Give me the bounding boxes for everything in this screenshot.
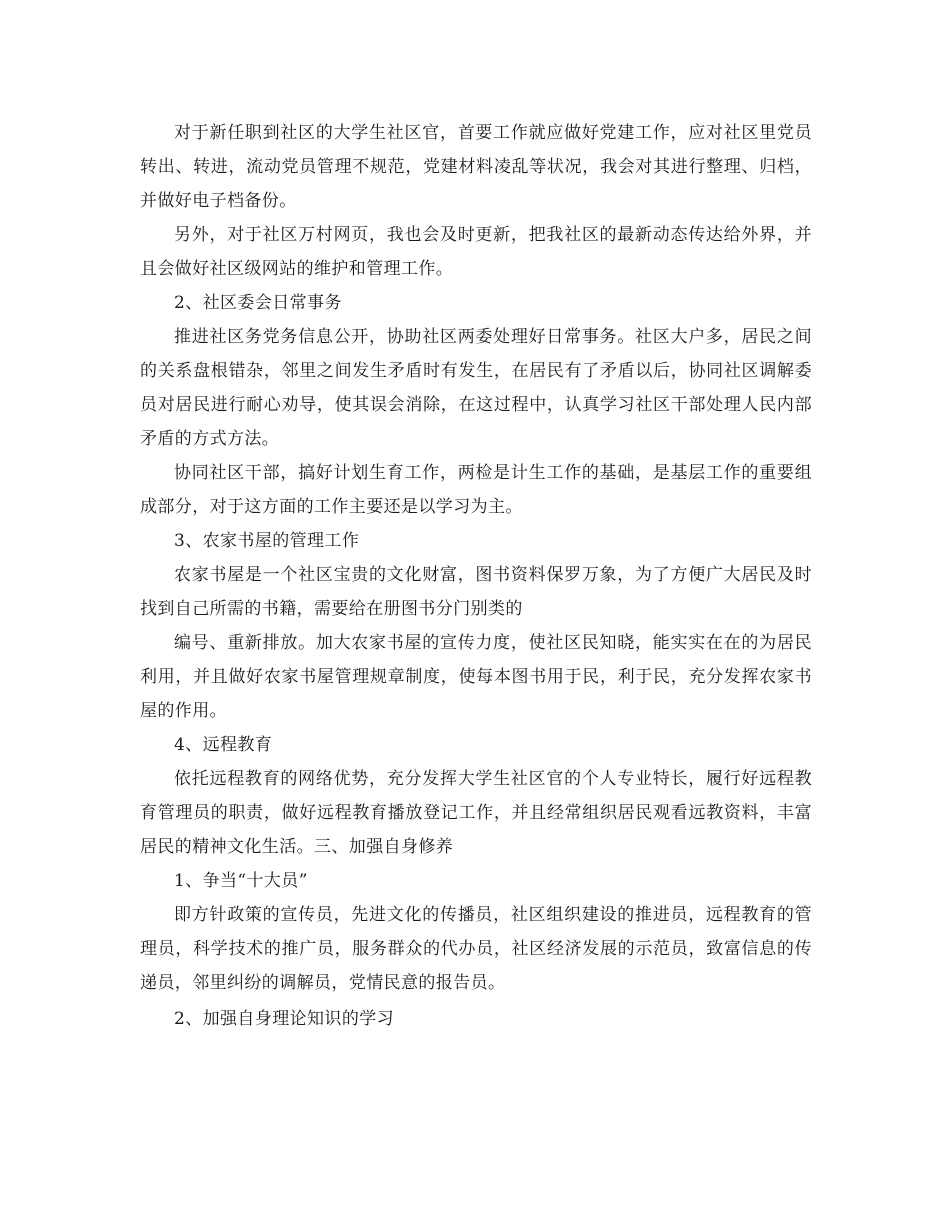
paragraph-party-building: 对于新任职到社区的大学生社区官，首要工作就应做好党建工作，应对社区里党员转出、转进，流动党员管理不规范，党建材料凌乱等状况，我会对其进行整理、归档，并做好电子档备份。 <box>140 123 812 211</box>
paragraph-library-management: 编号、重新排放。加大农家书屋的宣传力度，使社区民知晓，能实实在在的为居民利用，并且做好农家书屋管理规章制度，使每本图书用于民，利于民，充分发挥农家书屋的作用。 <box>140 633 812 721</box>
section-heading-theory-study: 2、加强自身理论知识的学习 <box>174 1009 395 1029</box>
paragraph-family-planning: 协同社区干部，搞好计划生育工作，两检是计生工作的基础，是基层工作的重要组成部分，对于这方面的工作主要还是以学习为主。 <box>140 463 812 517</box>
paragraph-website: 另外，对于社区万村网页，我也会及时更新，把我社区的最新动态传达给外界，并且会做好社区级网站的维护和管理工作。 <box>140 225 812 279</box>
paragraph-ten-roles: 即方针政策的宣传员，先进文化的传播员，社区组织建设的推进员，远程教育的管理员，科学技术的推广员，服务群众的代办员，社区经济发展的示范员，致富信息的传递员，邻里纠纷的调解员，党情民意的报告员。 <box>140 905 812 993</box>
section-heading-ten-roles: 1、争当“十大员” <box>174 871 308 891</box>
section-heading-remote-education: 4、远程教育 <box>174 735 273 755</box>
section-heading-daily-affairs: 2、社区委会日常事务 <box>174 293 342 313</box>
section-heading-library: 3、农家书屋的管理工作 <box>174 531 360 551</box>
paragraph-library-intro: 农家书屋是一个社区宝贵的文化财富，图书资料保罗万象，为了方便广大居民及时找到自己所需的书籍，需要给在册图书分门别类的 <box>140 565 812 619</box>
paragraph-remote-education: 依托远程教育的网络优势，充分发挥大学生社区官的个人专业特长，履行好远程教育管理员的职责，做好远程教育播放登记工作，并且经常组织居民观看远教资料，丰富居民的精神文化生活。三、加强自身修养 <box>140 769 812 857</box>
paragraph-daily-affairs: 推进社区务党务信息公开，协助社区两委处理好日常事务。社区大户多，居民之间的关系盘根错杂，邻里之间发生矛盾时有发生，在居民有了矛盾以后，协同社区调解委员对居民进行耐心劝导，使其误会消除，在这过程中，认真学习社区干部处理人民内部矛盾的方式方法。 <box>140 327 812 449</box>
document-body <box>140 116 812 1036</box>
